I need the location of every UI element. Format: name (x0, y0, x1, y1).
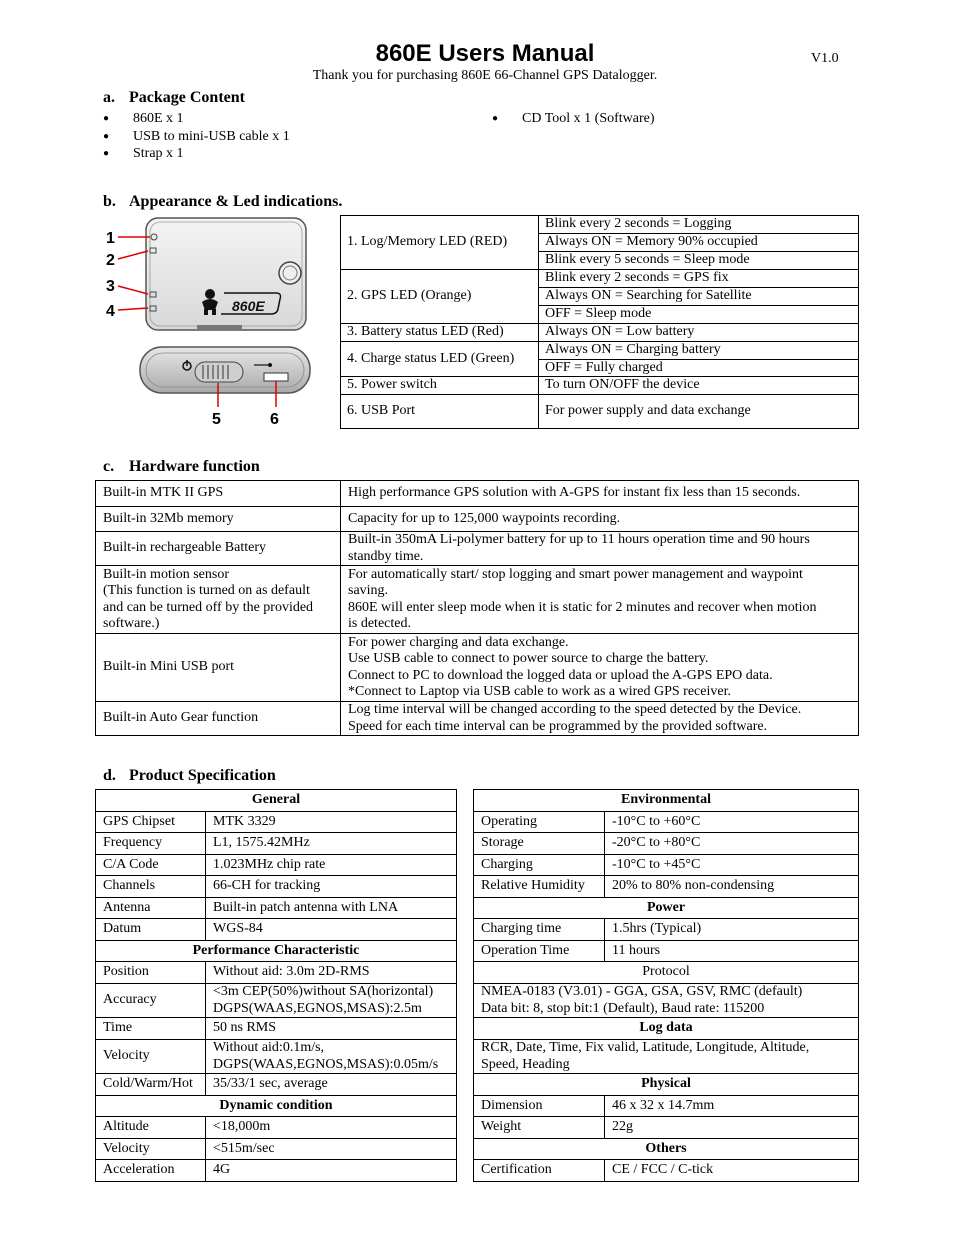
hw-feature: Built-in rechargeable Battery (96, 532, 341, 566)
spec-key: Acceleration (96, 1160, 206, 1182)
callout-label: 3 (106, 278, 115, 295)
spec-group-header: Environmental (474, 790, 859, 812)
callout-label: 6 (270, 411, 279, 428)
table-row (96, 1040, 457, 1074)
led-state: Always ON = Searching for Satellite (539, 288, 859, 306)
led-state: Blink every 5 seconds = Sleep mode (539, 252, 859, 270)
table-row (474, 1096, 859, 1117)
led-state: Always ON = Charging battery (539, 341, 859, 359)
version-label: V1.0 (811, 51, 839, 66)
callout-label: 2 (106, 252, 115, 269)
hw-description: Built-in 350mA Li-polymer battery for up to 11 hours operation time and 90 hours standby time. (341, 532, 859, 566)
spec-value: 11 hours (605, 941, 859, 962)
led-state: To turn ON/OFF the device (539, 377, 859, 395)
led-name: 4. Charge status LED (Green) (341, 341, 539, 377)
table-row (96, 1139, 457, 1160)
gps-logger-device-icon (102, 215, 317, 430)
spec-value: 46 x 32 x 14.7mm (605, 1096, 859, 1117)
list-item: ● USB to mini-USB cable x 1 (103, 128, 290, 146)
table-row (96, 532, 859, 566)
spec-group-header: Power (474, 898, 859, 919)
callout-label: 5 (212, 411, 221, 428)
spec-value: 4G (206, 1160, 457, 1182)
spec-key: Operation Time (474, 941, 605, 962)
section-title: Product Specification (129, 767, 276, 784)
spec-key: Certification (474, 1160, 605, 1182)
spec-group-header: Log data (474, 1018, 859, 1040)
table-row (341, 377, 859, 395)
table-row (341, 270, 859, 288)
table-row (96, 919, 457, 941)
table-row (96, 833, 457, 855)
spec-value: -20°C to +80°C (605, 833, 859, 855)
led-state: Blink every 2 seconds = GPS fix (539, 270, 859, 288)
hw-feature: Built-in Mini USB port (96, 634, 341, 702)
led-name: 6. USB Port (341, 395, 539, 429)
spec-key: Antenna (96, 898, 206, 919)
section-letter: b. (103, 193, 116, 210)
led-state: Blink every 2 seconds = Logging (539, 216, 859, 234)
spec-value: L1, 1575.42MHz (206, 833, 457, 855)
spec-table-left (95, 789, 457, 1182)
spec-key: Velocity (96, 1139, 206, 1160)
section-letter: a. (103, 89, 115, 106)
table-row (474, 984, 859, 1018)
spec-value: -10°C to +45°C (605, 855, 859, 876)
led-name: 3. Battery status LED (Red) (341, 324, 539, 342)
hw-description: High performance GPS solution with A-GPS for instant fix less than 15 seconds. (341, 481, 859, 507)
section-title: Appearance & Led indications. (129, 193, 343, 210)
spec-key: Time (96, 1018, 206, 1040)
hw-description: For automatically start/ stop logging and smart power management and waypoint saving. 860E will enter sleep mode when it is static for 2 minutes and recover when motion is detected. (341, 566, 859, 634)
spec-value: 66-CH for tracking (206, 876, 457, 898)
section-heading-appearance (103, 193, 342, 211)
hw-description: Log time interval will be changed according to the speed detected by the Device. Speed for each time interval can be programmed by the provided software. (341, 702, 859, 736)
led-state: Always ON = Low battery (539, 324, 859, 342)
table-row (96, 855, 457, 876)
table-row (96, 566, 859, 634)
spec-value: <18,000m (206, 1117, 457, 1139)
spec-value: CE / FCC / C-tick (605, 1160, 859, 1182)
package-list-right (492, 110, 655, 128)
hw-feature: Built-in motion sensor (This function is turned on as default and can be turned off by the provided software.) (96, 566, 341, 634)
table-row (474, 1160, 859, 1182)
led-state: Always ON = Memory 90% occupied (539, 234, 859, 252)
spec-value: Without aid:0.1m/s, DGPS(WAAS,EGNOS,MSAS):0.05m/s (206, 1040, 457, 1074)
led-name: 5. Power switch (341, 377, 539, 395)
spec-key: Cold/Warm/Hot (96, 1074, 206, 1096)
section-title: Package Content (129, 89, 245, 106)
table-row (96, 507, 859, 532)
table-row (96, 1074, 457, 1096)
spec-key: GPS Chipset (96, 812, 206, 833)
table-row (341, 216, 859, 234)
spec-key: Operating (474, 812, 605, 833)
spec-value: 22g (605, 1117, 859, 1139)
table-row (96, 1018, 457, 1040)
hw-description: For power charging and data exchange. Use USB cable to connect to power source to charge the battery. Connect to PC to download the logged data or upload the A-GPS EPO data. *Connect to Laptop via USB cable to work as a wired GPS receiver. (341, 634, 859, 702)
section-letter: d. (103, 767, 116, 784)
table-row (474, 1117, 859, 1139)
table-row (474, 855, 859, 876)
table-row (96, 984, 457, 1018)
spec-value: Built-in patch antenna with LNA (206, 898, 457, 919)
table-row (341, 324, 859, 342)
table-row (96, 634, 859, 702)
table-row (96, 1117, 457, 1139)
spec-table-right (473, 789, 859, 1182)
table-row (96, 1160, 457, 1182)
led-state: For power supply and data exchange (539, 395, 859, 429)
spec-value: 20% to 80% non-condensing (605, 876, 859, 898)
table-row (96, 876, 457, 898)
section-heading-spec (103, 767, 276, 785)
spec-value: WGS-84 (206, 919, 457, 941)
spec-key: Frequency (96, 833, 206, 855)
list-item: ● 860E x 1 (103, 110, 290, 128)
spec-group-header: Dynamic condition (96, 1096, 457, 1117)
spec-key: Channels (96, 876, 206, 898)
spec-group-header: General (96, 790, 457, 812)
device-label: 860E (232, 298, 265, 314)
table-row (96, 481, 859, 507)
table-row (474, 919, 859, 941)
led-state: OFF = Sleep mode (539, 306, 859, 324)
list-item: ● Strap x 1 (103, 145, 290, 163)
callout-label: 1 (106, 230, 115, 247)
spec-value: <515m/sec (206, 1139, 457, 1160)
section-heading-hardware (103, 458, 260, 476)
section-heading-package (103, 89, 245, 107)
spec-value: MTK 3329 (206, 812, 457, 833)
table-row (474, 1040, 859, 1074)
hw-feature: Built-in MTK II GPS (96, 481, 341, 507)
table-row (96, 702, 859, 736)
table-row (474, 833, 859, 855)
hw-feature: Built-in Auto Gear function (96, 702, 341, 736)
callout-label: 4 (106, 303, 115, 320)
spec-key: Relative Humidity (474, 876, 605, 898)
spec-value: RCR, Date, Time, Fix valid, Latitude, Longitude, Altitude, Speed, Heading (474, 1040, 859, 1074)
spec-group-header: Others (474, 1139, 859, 1160)
spec-group-header: Performance Characteristic (96, 941, 457, 962)
led-table (340, 215, 859, 429)
spec-key: Velocity (96, 1040, 206, 1074)
spec-key: Dimension (474, 1096, 605, 1117)
hardware-table (95, 480, 859, 736)
table-row (341, 341, 859, 359)
section-letter: c. (103, 458, 115, 475)
spec-key: Accuracy (96, 984, 206, 1018)
hw-description: Capacity for up to 125,000 waypoints recording. (341, 507, 859, 532)
page-title: 860E Users Manual (375, 40, 595, 67)
list-item: ● CD Tool x 1 (Software) (492, 110, 655, 128)
spec-value: 1.5hrs (Typical) (605, 919, 859, 941)
spec-key: Charging (474, 855, 605, 876)
hw-feature: Built-in 32Mb memory (96, 507, 341, 532)
package-list-left (103, 110, 290, 163)
table-row (474, 812, 859, 833)
spec-value: Without aid: 3.0m 2D-RMS (206, 962, 457, 984)
spec-group-header: Protocol (474, 962, 859, 984)
spec-key: Weight (474, 1117, 605, 1139)
table-row (96, 812, 457, 833)
table-row (474, 876, 859, 898)
spec-key: Storage (474, 833, 605, 855)
section-title: Hardware function (129, 458, 260, 475)
spec-value: <3m CEP(50%)without SA(horizontal) DGPS(WAAS,EGNOS,MSAS):2.5m (206, 984, 457, 1018)
spec-key: C/A Code (96, 855, 206, 876)
spec-value: 50 ns RMS (206, 1018, 457, 1040)
spec-key: Position (96, 962, 206, 984)
spec-value: NMEA-0183 (V3.01) - GGA, GSA, GSV, RMC (default) Data bit: 8, stop bit:1 (Default), Baud rate: 115200 (474, 984, 859, 1018)
table-row (474, 941, 859, 962)
spec-value: 1.023MHz chip rate (206, 855, 457, 876)
table-row (96, 962, 457, 984)
spec-key: Altitude (96, 1117, 206, 1139)
led-state: OFF = Fully charged (539, 359, 859, 377)
led-name: 1. Log/Memory LED (RED) (341, 216, 539, 270)
table-row (96, 898, 457, 919)
spec-group-header: Physical (474, 1074, 859, 1096)
device-figure (102, 215, 317, 430)
spec-key: Charging time (474, 919, 605, 941)
spec-key: Datum (96, 919, 206, 941)
table-row (341, 395, 859, 429)
page-subtitle: Thank you for purchasing 860E 66-Channel GPS Datalogger. (312, 68, 658, 83)
led-name: 2. GPS LED (Orange) (341, 270, 539, 324)
spec-value: 35/33/1 sec, average (206, 1074, 457, 1096)
spec-value: -10°C to +60°C (605, 812, 859, 833)
